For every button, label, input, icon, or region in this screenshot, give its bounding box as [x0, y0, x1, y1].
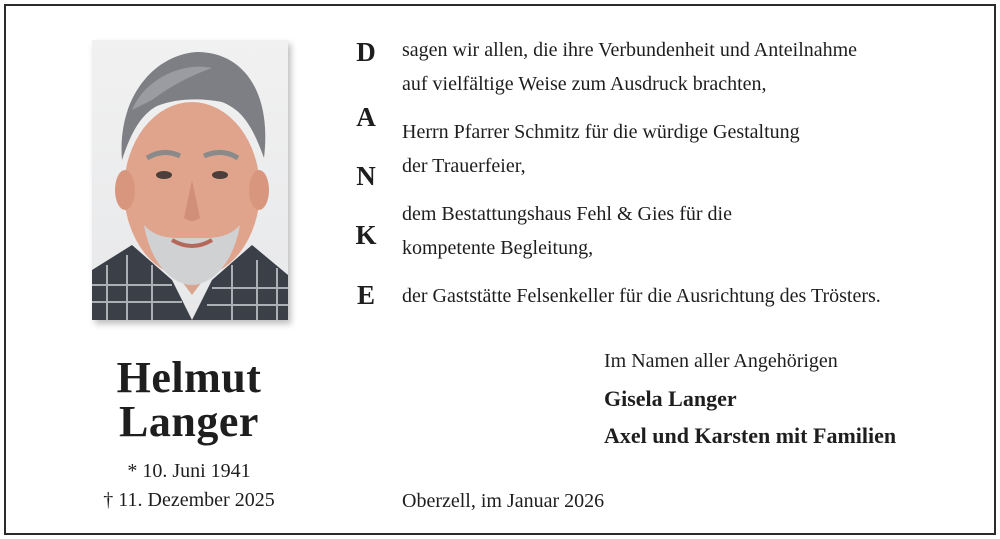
message-line: der Gaststätte Felsenkeller für die Ausrichtung des Trösters. — [402, 285, 881, 307]
message-line: auf vielfältige Weise zum Ausdruck brachten, — [402, 73, 767, 95]
signature-name: Axel und Karsten mit Familien — [604, 423, 897, 448]
message-line: sagen wir allen, die ihre Verbundenheit und Anteilnahme — [402, 39, 858, 61]
message-line: dem Bestattungshaus Fehl & Gies für die — [402, 203, 732, 225]
portrait-photo — [92, 40, 288, 320]
death-date: † 11. Dezember 2025 — [103, 489, 275, 511]
deceased-first-name: Helmut — [116, 353, 262, 402]
message-line: kompetente Begleitung, — [402, 237, 594, 259]
danke-letter-k: K — [355, 220, 377, 250]
portrait-photo-icon — [92, 40, 288, 320]
danke-letter-d: D — [356, 37, 376, 67]
deceased-last-name: Langer — [119, 397, 259, 446]
message-line: der Trauerfeier, — [402, 155, 526, 177]
birth-date: * 10. Juni 1941 — [127, 460, 251, 482]
danke-letter-n: N — [356, 161, 376, 191]
danke-letter-a: A — [356, 102, 376, 132]
signature-name: Gisela Langer — [604, 386, 737, 411]
danke-letter-e: E — [356, 280, 375, 310]
place-date: Oberzell, im Januar 2026 — [402, 490, 605, 512]
obituary-card — [4, 4, 996, 535]
signature-intro: Im Namen aller Angehörigen — [604, 350, 838, 372]
message-line: Herrn Pfarrer Schmitz für die würdige Gestaltung — [402, 121, 800, 143]
